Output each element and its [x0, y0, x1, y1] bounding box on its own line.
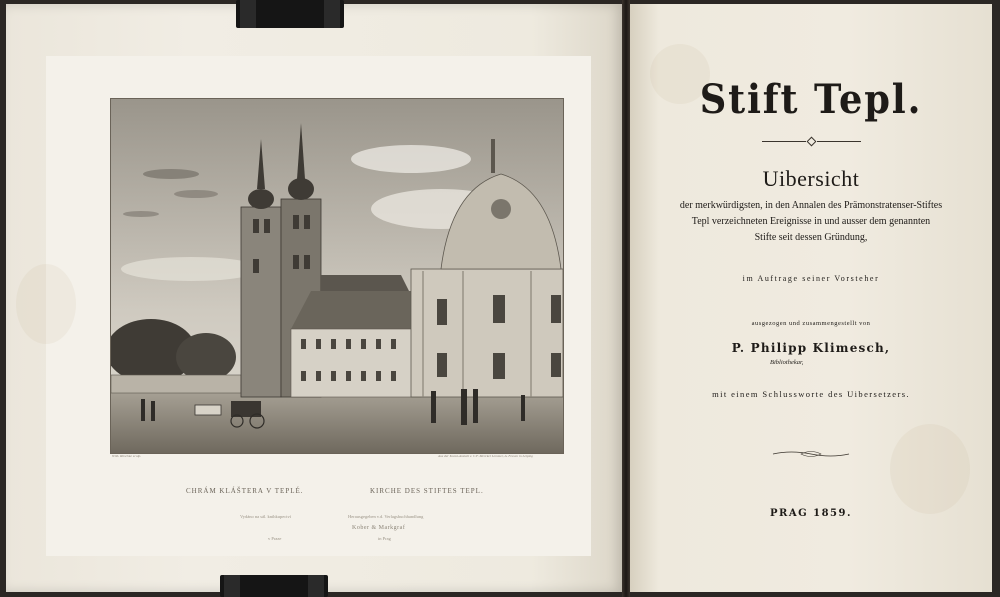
plate-caption-czech: CHRÁM KLÁŠTERA V TEPLÉ. — [186, 487, 304, 495]
printer-credit: Aus der Kunst-Anstalt v. C.F. Merckel Lemmer, A. Fessen in Leipzig — [438, 454, 533, 458]
church-engraving — [110, 98, 564, 454]
paper-stain — [16, 264, 76, 344]
book-title: Stift Tepl. — [699, 76, 923, 123]
description-line: Stifte seit dessen Gründung, — [754, 232, 868, 243]
engraving-illustration — [111, 99, 563, 453]
decorative-rule-icon — [771, 449, 851, 459]
closing-line: mit einem Schlussworte des Uibersetzers. — [712, 389, 910, 399]
description-line: der merkwürdigsten, in den Annalen des Prämonstratenser-Stiftes — [679, 200, 943, 211]
publisher-name: Kober & Markgraf — [352, 525, 406, 531]
author-role: Bibliothekar, — [770, 359, 804, 366]
book-description — [630, 198, 992, 246]
plate-caption-german: KIRCHE DES STIFTES TEPL. — [370, 487, 484, 495]
paper-stain — [890, 424, 970, 514]
bottom-binder-clip — [220, 575, 328, 597]
book-subtitle: Uibersicht — [762, 166, 860, 191]
top-binder-clip — [236, 0, 344, 28]
publisher-city-czech: v Praze — [268, 536, 282, 541]
author-name: P. Philipp Klimesch, — [731, 341, 891, 355]
decorative-rule — [630, 446, 992, 464]
book-gutter — [622, 0, 630, 597]
engraver-credit: Wilh. Ritschke sculp. — [112, 454, 142, 458]
compiled-by-line: ausgezogen und zusammengestellt von — [751, 320, 871, 327]
publisher-line-czech: Vydáno na sál. knihkupectví — [240, 514, 291, 519]
description-line: Tepl verzeichneten Ereignisse in und ausser dem genannten — [691, 216, 931, 227]
imprint: PRAG 1859. — [770, 508, 852, 519]
commission-line: im Auftrage seiner Vorsteher — [742, 274, 880, 283]
publisher-line-german: Herausgegeben v.d. Verlagsbuchhandlung — [348, 514, 424, 519]
publisher-city-german: in Prag — [378, 536, 391, 541]
title-ornament — [630, 132, 992, 150]
